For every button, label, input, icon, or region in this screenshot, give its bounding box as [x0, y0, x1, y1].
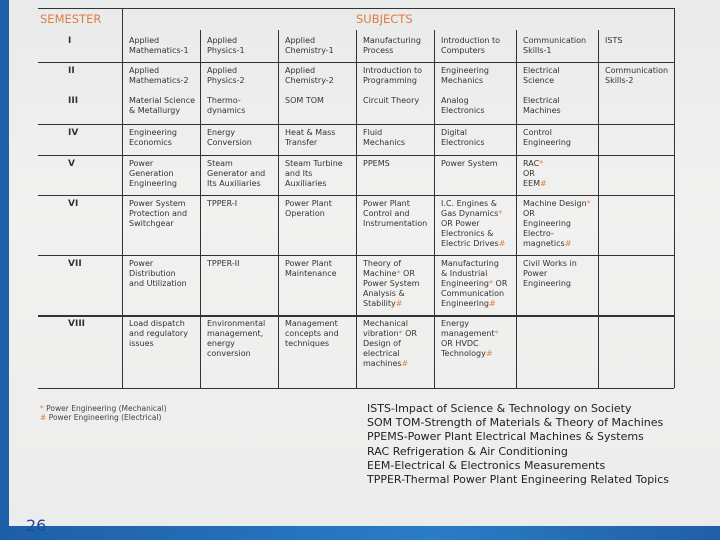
subject-cell: [129, 128, 177, 148]
subject-cell: [129, 159, 177, 189]
semester-label: VII: [68, 259, 82, 269]
subject-cell: [523, 199, 591, 249]
subject-text: Engineering Mechanics: [441, 66, 489, 85]
subject-text: OR Engineering Electro- magnetics: [523, 209, 571, 248]
semester-header: SEMESTER: [40, 12, 102, 26]
abbreviation-list: [367, 402, 669, 487]
subject-cell: [285, 36, 334, 56]
subject-cell: [129, 259, 187, 289]
subject-cell: [441, 36, 500, 56]
subject-text: OR EEM: [523, 169, 541, 188]
semester-label: III: [68, 96, 79, 106]
subject-cell: [129, 96, 195, 116]
subject-cell: [523, 96, 561, 116]
footnote-text: Power Engineering (Mechanical): [46, 404, 167, 413]
subject-text: ISTS: [605, 36, 623, 45]
column-divider: [278, 30, 279, 388]
semester-label: II: [68, 66, 75, 76]
subject-cell: [523, 128, 571, 148]
subject-cell: [441, 319, 499, 359]
subject-text: Mechanical vibration: [363, 319, 409, 338]
footnote: [40, 404, 167, 413]
subject-cell: [441, 159, 498, 169]
column-divider: [516, 30, 517, 388]
subject-cell: [363, 199, 427, 229]
subject-cell: [207, 128, 252, 148]
subject-cell: [523, 159, 547, 189]
abbreviation-item: RAC Refrigeration & Air Conditioning: [367, 444, 568, 458]
footnote-mark: #: [485, 349, 493, 358]
subject-text: Circuit Theory: [363, 96, 420, 105]
footnote-mark: *: [396, 269, 401, 278]
subject-cell: [363, 96, 419, 106]
abbreviation-item: PPEMS-Power Plant Electrical Machines & Systems: [367, 430, 644, 444]
subject-text: Engineering Economics: [129, 128, 177, 147]
footnote-mark: #: [395, 299, 403, 308]
subject-cell: [441, 259, 507, 309]
subject-text: Applied Physics-1: [207, 36, 245, 55]
subject-cell: [441, 66, 489, 86]
subject-text: TPPER-II: [207, 259, 240, 268]
subject-text: I.C. Engines & Gas Dynamics: [441, 199, 499, 218]
subject-text: Applied Chemistry-2: [285, 66, 334, 85]
subject-text: Power System Protection and Switchgear: [129, 199, 188, 228]
abbreviation-item: SOM TOM-Strength of Materials & Theory of Machines: [367, 416, 664, 430]
footnote-mark: #: [498, 239, 506, 248]
subject-cell: [207, 319, 265, 359]
page-number: 26: [26, 516, 47, 535]
subjects-header: SUBJECTS: [356, 12, 413, 26]
footnote-mark: *: [586, 199, 591, 208]
semester-label: VIII: [68, 319, 86, 329]
footnote-mark: *: [539, 159, 544, 168]
semester-label: V: [68, 159, 75, 169]
subject-cell: [285, 319, 339, 349]
subject-text: Manufacturing & Industrial Engineering: [441, 259, 499, 288]
subject-text: OR Communication Engineering: [441, 279, 508, 308]
subject-text: Power Generation Engineering: [129, 159, 177, 188]
column-divider: [356, 30, 357, 388]
footnote-mark: #: [540, 179, 547, 188]
column-divider: [200, 30, 201, 388]
subject-text: Material Science & Metallurgy: [129, 96, 196, 115]
subject-cell: [285, 199, 332, 219]
subject-cell: [129, 36, 189, 56]
subject-cell: [363, 319, 417, 369]
subject-text: SOM TOM: [285, 96, 324, 105]
subject-text: Management concepts and techniques: [285, 319, 339, 348]
subject-text: Energy management: [441, 319, 495, 338]
footnotes: [40, 404, 167, 422]
subject-text: Manufacturing Process: [363, 36, 421, 55]
subject-cell: [207, 96, 245, 116]
footnote-mark: #: [564, 239, 572, 248]
subject-text: Power Plant Operation: [285, 199, 332, 218]
column-divider: [598, 30, 599, 388]
footnote-mark: #: [40, 413, 47, 422]
subject-cell: [129, 319, 188, 349]
footnote-mark: #: [489, 299, 496, 308]
subject-text: Power System: [441, 159, 498, 168]
subject-cell: [363, 128, 405, 148]
subject-text: Energy Conversion: [207, 128, 252, 147]
subject-cell: [129, 66, 189, 86]
left-accent-bar: [0, 0, 9, 540]
footnote-mark: *: [40, 404, 44, 413]
subject-text: OR Power System Analysis & Stability: [363, 269, 420, 308]
semester-label: I: [68, 36, 72, 46]
subject-cell: [363, 259, 420, 309]
bottom-bar: [0, 526, 720, 540]
row-divider: [38, 388, 674, 389]
subject-text: Power Plant Maintenance: [285, 259, 337, 278]
semester-label: VI: [68, 199, 79, 209]
subject-cell: [523, 36, 586, 56]
subject-text: Environmental management, energy conversion: [207, 319, 266, 358]
curriculum-table: [38, 8, 674, 388]
subject-text: TPPER-I: [207, 199, 238, 208]
subject-text: Power Plant Control and Instrumentation: [363, 199, 428, 228]
subject-cell: [207, 66, 245, 86]
column-divider: [122, 8, 123, 388]
subject-text: OR Design of electrical machines: [363, 329, 417, 368]
subject-cell: [285, 96, 324, 106]
subject-text: PPEMS: [363, 159, 390, 168]
subject-cell: [363, 36, 421, 56]
footnote-mark: *: [498, 209, 503, 218]
table-border-right: [674, 8, 675, 388]
subject-text: Civil Works in Power Engineering: [523, 259, 577, 288]
subject-cell: [129, 199, 187, 229]
subject-text: Analog Electronics: [441, 96, 485, 115]
footnote-text: Power Engineering (Electrical): [48, 413, 162, 422]
subject-text: Applied Physics-2: [207, 66, 245, 85]
subject-text: Thermo- dynamics: [207, 96, 246, 115]
subject-text: Applied Chemistry-1: [285, 36, 334, 55]
footnote-mark: #: [401, 359, 409, 368]
footnote-mark: *: [398, 329, 403, 338]
subject-text: RAC: [523, 159, 540, 168]
subject-text: Steam Generator and Its Auxiliaries: [207, 159, 266, 188]
abbreviation-item: TPPER-Thermal Power Plant Engineering Related Topics: [367, 473, 670, 487]
footnote-mark: *: [489, 279, 493, 288]
subject-text: Fluid Mechanics: [363, 128, 406, 147]
table-border-top: [38, 8, 674, 9]
subject-cell: [441, 96, 485, 116]
subject-text: Power Distribution and Utilization: [129, 259, 187, 288]
subject-text: Heat & Mass Transfer: [285, 128, 336, 147]
subject-text: Applied Mathematics-2: [129, 66, 189, 85]
subject-text: OR Power Electronics & Electric Drives: [441, 219, 499, 248]
subject-text: Communication Skills-1: [523, 36, 587, 55]
subject-text: Control Engineering: [523, 128, 571, 147]
subject-text: OR HVDC Technology: [441, 339, 486, 358]
subject-cell: [285, 66, 334, 86]
subject-cell: [363, 159, 390, 169]
subject-cell: [207, 36, 245, 56]
footnote-mark: *: [494, 329, 499, 338]
subject-cell: [523, 259, 577, 289]
subject-text: Load dispatch and regulatory issues: [129, 319, 188, 348]
subject-text: Digital Electronics: [441, 128, 485, 147]
subject-cell: [363, 66, 422, 86]
semester-label: IV: [68, 128, 79, 138]
subject-cell: [523, 66, 560, 86]
subject-text: Electrical Machines: [523, 96, 561, 115]
subject-cell: [285, 128, 335, 148]
subject-cell: [207, 259, 239, 269]
subject-text: Electrical Science: [523, 66, 560, 85]
subject-cell: [285, 159, 343, 189]
subject-cell: [207, 159, 265, 189]
abbreviation-item: ISTS-Impact of Science & Technology on Society: [367, 402, 632, 415]
subject-text: Introduction to Programming: [363, 66, 423, 85]
subject-text: Introduction to Computers: [441, 36, 501, 55]
subject-text: Applied Mathematics-1: [129, 36, 189, 55]
subject-cell: [605, 66, 668, 86]
column-divider: [434, 30, 435, 388]
subject-text: Steam Turbine and Its Auxiliaries: [285, 159, 343, 188]
subject-cell: [441, 199, 505, 249]
subject-cell: [207, 199, 237, 209]
subject-text: Theory of Machine: [363, 259, 402, 278]
subject-text: Communication Skills-2: [605, 66, 669, 85]
subject-text: Machine Design: [523, 199, 587, 208]
subject-cell: [285, 259, 337, 279]
subject-cell: [605, 36, 622, 46]
subject-cell: [441, 128, 485, 148]
footnote: [40, 413, 167, 422]
abbreviation-item: EEM-Electrical & Electronics Measurements: [367, 458, 606, 472]
